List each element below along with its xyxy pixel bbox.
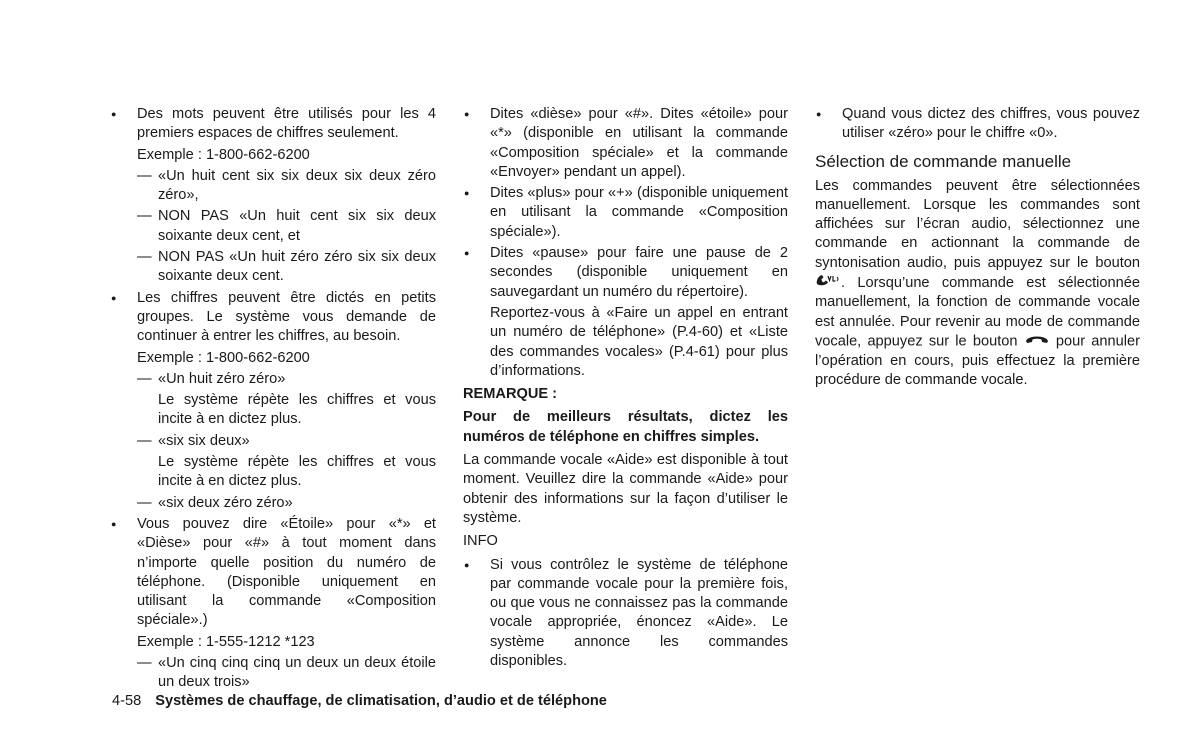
dash-item: — «Un huit cent six six deux six deux zéro zéro», [137,167,436,204]
remark-title: REMARQUE : [463,386,558,403]
phone-voice-icon [815,273,841,293]
dash-item: — NON PAS «Un huit cent six six deux soixante deux cent, et [137,208,436,244]
dash-item: — «Un cinq cinq cinq un deux un deux étoile un deux trois» [137,655,436,691]
page-footer [112,692,607,711]
bullet-item: ● Quand vous dictez des chiffres, vous pouvez utiliser «zéro» pour le chiffre «0». [815,105,1140,144]
column-middle [463,105,788,673]
section-heading: Sélection de commande manuelle [815,151,1072,171]
dash-item: — NON PAS «Un huit zéro zéro six six deux soixante deux cent. [137,249,436,285]
reference-text: Reportez-vous à «Faire un appel en entrant un numéro de téléphone» (P.4-60) et «Liste des commandes vocales» (P.4-61) pour plus d’informations. [490,304,788,379]
bullet-item: ● Des mots peuvent être utilisés pour les 4 premiers espaces de chiffres seulement. [110,105,436,144]
bullet-item: ● Dites «pause» pour faire une pause de 2 secondes (disponible uniquement en sauvegardant un numéro du répertoire). [463,244,788,302]
bullet-item: ● Dites «plus» pour «+» (disponible uniquement en utilisant la commande «Composition spéciale»). [463,184,788,242]
chapter-title: Systèmes de chauffage, de climatisation, d’audio et de téléphone [155,693,607,709]
page-number: 4-58 [112,693,142,709]
indented-text: Le système répète les chiffres et vous incite à en dictez plus. [158,392,436,428]
bullet-item: ● Si vous contrôlez le système de téléphone par commande vocale pour la première fois, ou que vous ne connaissez pas la commande vocale appropriée, énoncez «Aide». Le système annonce les commandes disponibles. [463,556,788,672]
dash-item: — «six six deux» [137,432,250,449]
column-right [815,105,1140,390]
indented-text: Le système répète les chiffres et vous incite à en dictez plus. [158,454,436,490]
example-line: Exemple : 1-555-1212 *123 [137,633,315,650]
bullet-item: ● Vous pouvez dire «Étoile» pour «*» et «Dièse» pour «#» à tout moment dans n’importe quelle position du numéro de téléphone. (Disponible uniquement en utilisant la commande «Composition spéciale».) [110,515,436,631]
phone-hangup-icon [1024,332,1050,351]
info-label: INFO [463,533,498,550]
bullet-item: ● Les chiffres peuvent être dictés en petits groupes. Le système vous demande de continuer à entrer les chiffres, au besoin. [110,289,436,347]
column-left [110,105,436,695]
paragraph: La commande vocale «Aide» est disponible à tout moment. Veuillez dire la commande «Aide» pour obtenir des informations sur la façon d’utiliser le système. [463,452,788,526]
example-line: Exemple : 1-800-662-6200 [137,146,310,163]
paragraph: Les commandes peuvent être sélectionnées manuellement. Lorsque les commandes sont affichées sur l’écran audio, sélectionnez une commande en actionnant la commande de syntonisation audio, puis appuyez sur le bouton . Lorsqu’une commande est sélectionnée manuellement, la fonction de commande vocale est annulée. Pour revenir au mode de commande vocale, appuyez sur le bouton pour annuler l’opération en cours, puis effectuez la première procédure de commande vocale. [815,177,1140,389]
example-line: Exemple : 1-800-662-6200 [137,349,310,366]
dash-item: — «six deux zéro zéro» [137,494,293,511]
dash-item: — «Un huit zéro zéro» [137,370,286,387]
bullet-item: ● Dites «dièse» pour «#». Dites «étoile» pour «*» (disponible en utilisant la commande «Composition spéciale» et la commande «Envoyer» pendant un appel). [463,105,788,182]
remark-text: Pour de meilleurs résultats, dictez les numéros de téléphone en chiffres simples. [463,409,788,445]
